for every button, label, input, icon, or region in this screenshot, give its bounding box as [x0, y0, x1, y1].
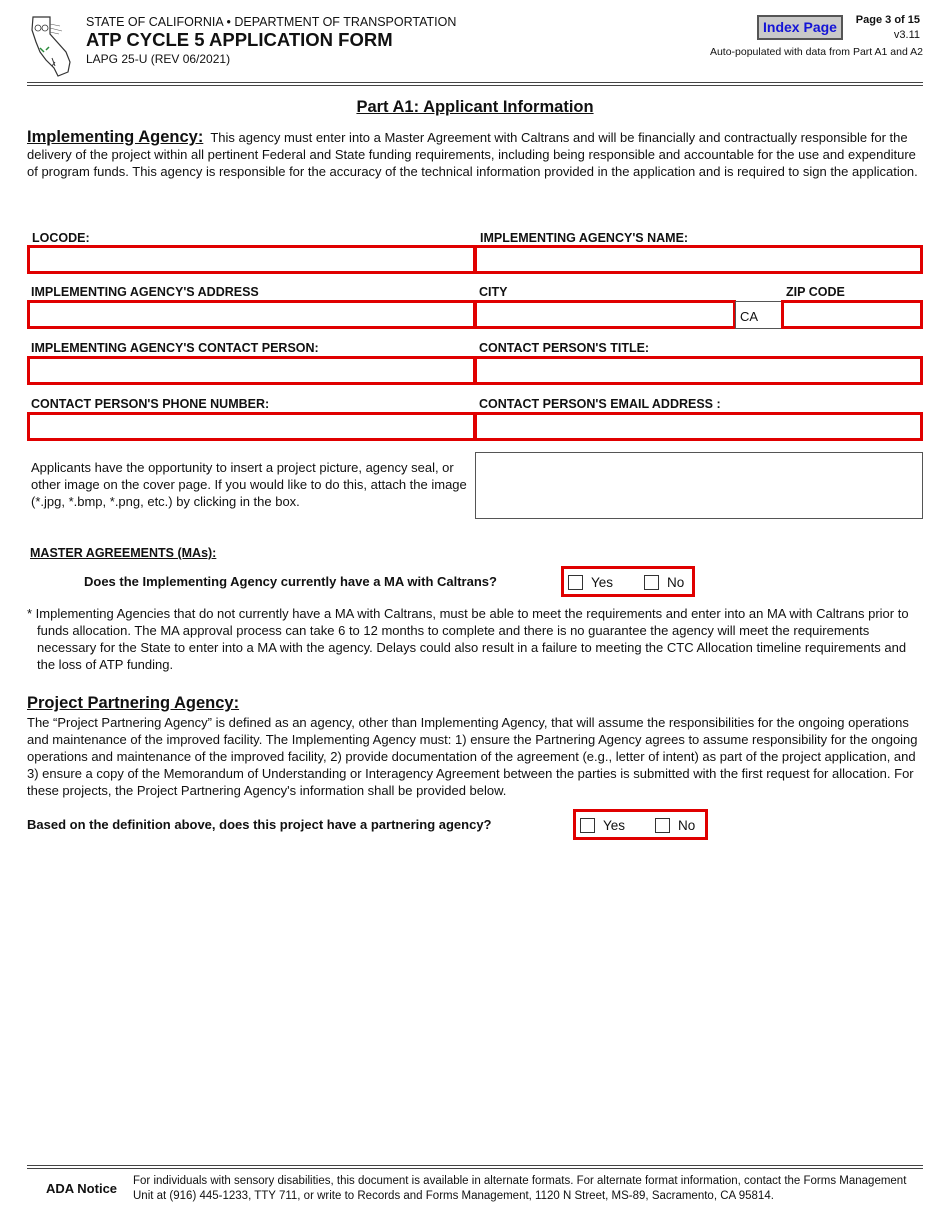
address-field[interactable]	[27, 300, 476, 329]
ma-no-checkbox[interactable]	[644, 575, 659, 590]
master-agreements-heading: MASTER AGREEMENTS (MAs):	[30, 546, 217, 560]
form-number: LAPG 25-U (REV 06/2021)	[86, 52, 231, 66]
contact-person-field[interactable]	[27, 356, 476, 385]
image-upload-box[interactable]	[475, 452, 923, 519]
ma-yes-no-group	[561, 566, 695, 597]
contact-phone-field[interactable]	[27, 412, 476, 441]
zip-label: ZIP CODE	[786, 285, 845, 299]
zip-field[interactable]	[781, 300, 923, 329]
ma-yes-checkbox[interactable]	[568, 575, 583, 590]
page-number: Page 3 of 15	[855, 14, 920, 26]
partnering-no-label: No	[678, 818, 696, 834]
locode-field[interactable]	[27, 245, 476, 274]
contact-email-label: CONTACT PERSON'S EMAIL ADDRESS :	[479, 397, 721, 411]
state-field: CA	[735, 301, 782, 329]
image-upload-instructions: Applicants have the opportunity to insert a project picture, agency seal, or other image on the cover page. If you would like to do this, attach the image (*.jpg, *.bmp, *.png, etc.) by clicking in the box.	[31, 460, 467, 509]
implementing-agency-heading: Implementing Agency:	[27, 128, 204, 146]
contact-person-label: IMPLEMENTING AGENCY'S CONTACT PERSON:	[31, 341, 319, 355]
header-divider	[27, 85, 923, 86]
section-title: Part A1: Applicant Information	[356, 98, 594, 116]
ma-no-label: No	[667, 575, 685, 591]
locode-label: LOCODE:	[32, 231, 90, 245]
contact-email-field[interactable]	[474, 412, 923, 441]
agency-name-label: IMPLEMENTING AGENCY'S NAME:	[480, 231, 689, 245]
department-name: STATE OF CALIFORNIA • DEPARTMENT OF TRANSPORTATION	[86, 15, 457, 29]
form-title: ATP CYCLE 5 APPLICATION FORM	[86, 29, 393, 50]
partnering-question: Based on the definition above, does this project have a partnering agency?	[27, 817, 492, 832]
agency-name-field[interactable]	[474, 245, 923, 274]
partnering-yes-no-group	[573, 809, 708, 840]
implementing-agency-description: This agency must enter into a Master Agreement with Caltrans and will be financially and contractually responsible for the delivery of the project within all pertinent Federal and State funding requirements, including being responsible and accountable for the use and expenditure of program funds. This agency is responsible for the accuracy of the technical information provided in the application and is required to sign the application.	[27, 130, 918, 179]
footer-divider	[27, 1168, 923, 1169]
address-label: IMPLEMENTING AGENCY'S ADDRESS	[31, 285, 259, 299]
footer-divider	[27, 1165, 923, 1166]
partnering-agency-heading: Project Partnering Agency:	[27, 694, 240, 712]
version-label: v3.11	[893, 29, 920, 41]
contact-phone-label: CONTACT PERSON'S PHONE NUMBER:	[31, 397, 270, 411]
ada-notice-label: ADA Notice	[46, 1181, 118, 1196]
partnering-yes-checkbox[interactable]	[580, 818, 595, 833]
partnering-yes-label: Yes	[603, 818, 626, 834]
ma-note: * Implementing Agencies that do not currently have a MA with Caltrans, must be able to meet the requirements and enter into an MA with Caltrans prior to funds allocation. The MA approval process can take 6 to 12 months to complete and there is no guarantee the agency will meet the requirements necessary for the State to enter into a MA with the agency. Delays could also result in a failure to meeting the CTC Allocation timeline requirements and the loss of ATP funding.	[27, 606, 909, 672]
contact-title-field[interactable]	[474, 356, 923, 385]
index-page-button[interactable]: Index Page	[757, 15, 843, 40]
autopopulated-note: Auto-populated with data from Part A1 and A2	[709, 46, 923, 58]
header-divider	[27, 82, 923, 83]
city-label: CITY	[479, 285, 508, 299]
city-field[interactable]	[474, 300, 736, 329]
ada-notice-text: For individuals with sensory disabilities, this document is available in alternate formats. For alternate format information, contact the Forms Management Unit at (916) 445-1233, TTY 711, or write to Records and Forms Management, 1120 N Street, MS-89, Sacramento, CA 95814.	[133, 1175, 907, 1202]
partnering-agency-description: The “Project Partnering Agency” is defined as an agency, other than Implementing Agency, that will assume the responsibilities for the ongoing operations and maintenance of the improved facility. The Implementing Agency must: 1) ensure the Partnering Agency agrees to assume responsibility for the ongoing operations and maintenance of the improved facility, 2) provide documentation of the agreement (e.g., letter of intent) as part of the project application, and 3) ensure a copy of the Memorandum of Understanding or Interagency Agreement between the parties is submitted with the first request for allocation. For these projects, the Project Partnering Agency's information shall be provided below.	[27, 715, 918, 798]
ma-question: Does the Implementing Agency currently have a MA with Caltrans?	[84, 574, 497, 589]
ma-yes-label: Yes	[591, 575, 614, 591]
implementing-agency-intro	[27, 129, 925, 180]
california-logo	[28, 14, 76, 80]
contact-title-label: CONTACT PERSON'S TITLE:	[479, 341, 650, 355]
partnering-no-checkbox[interactable]	[655, 818, 670, 833]
